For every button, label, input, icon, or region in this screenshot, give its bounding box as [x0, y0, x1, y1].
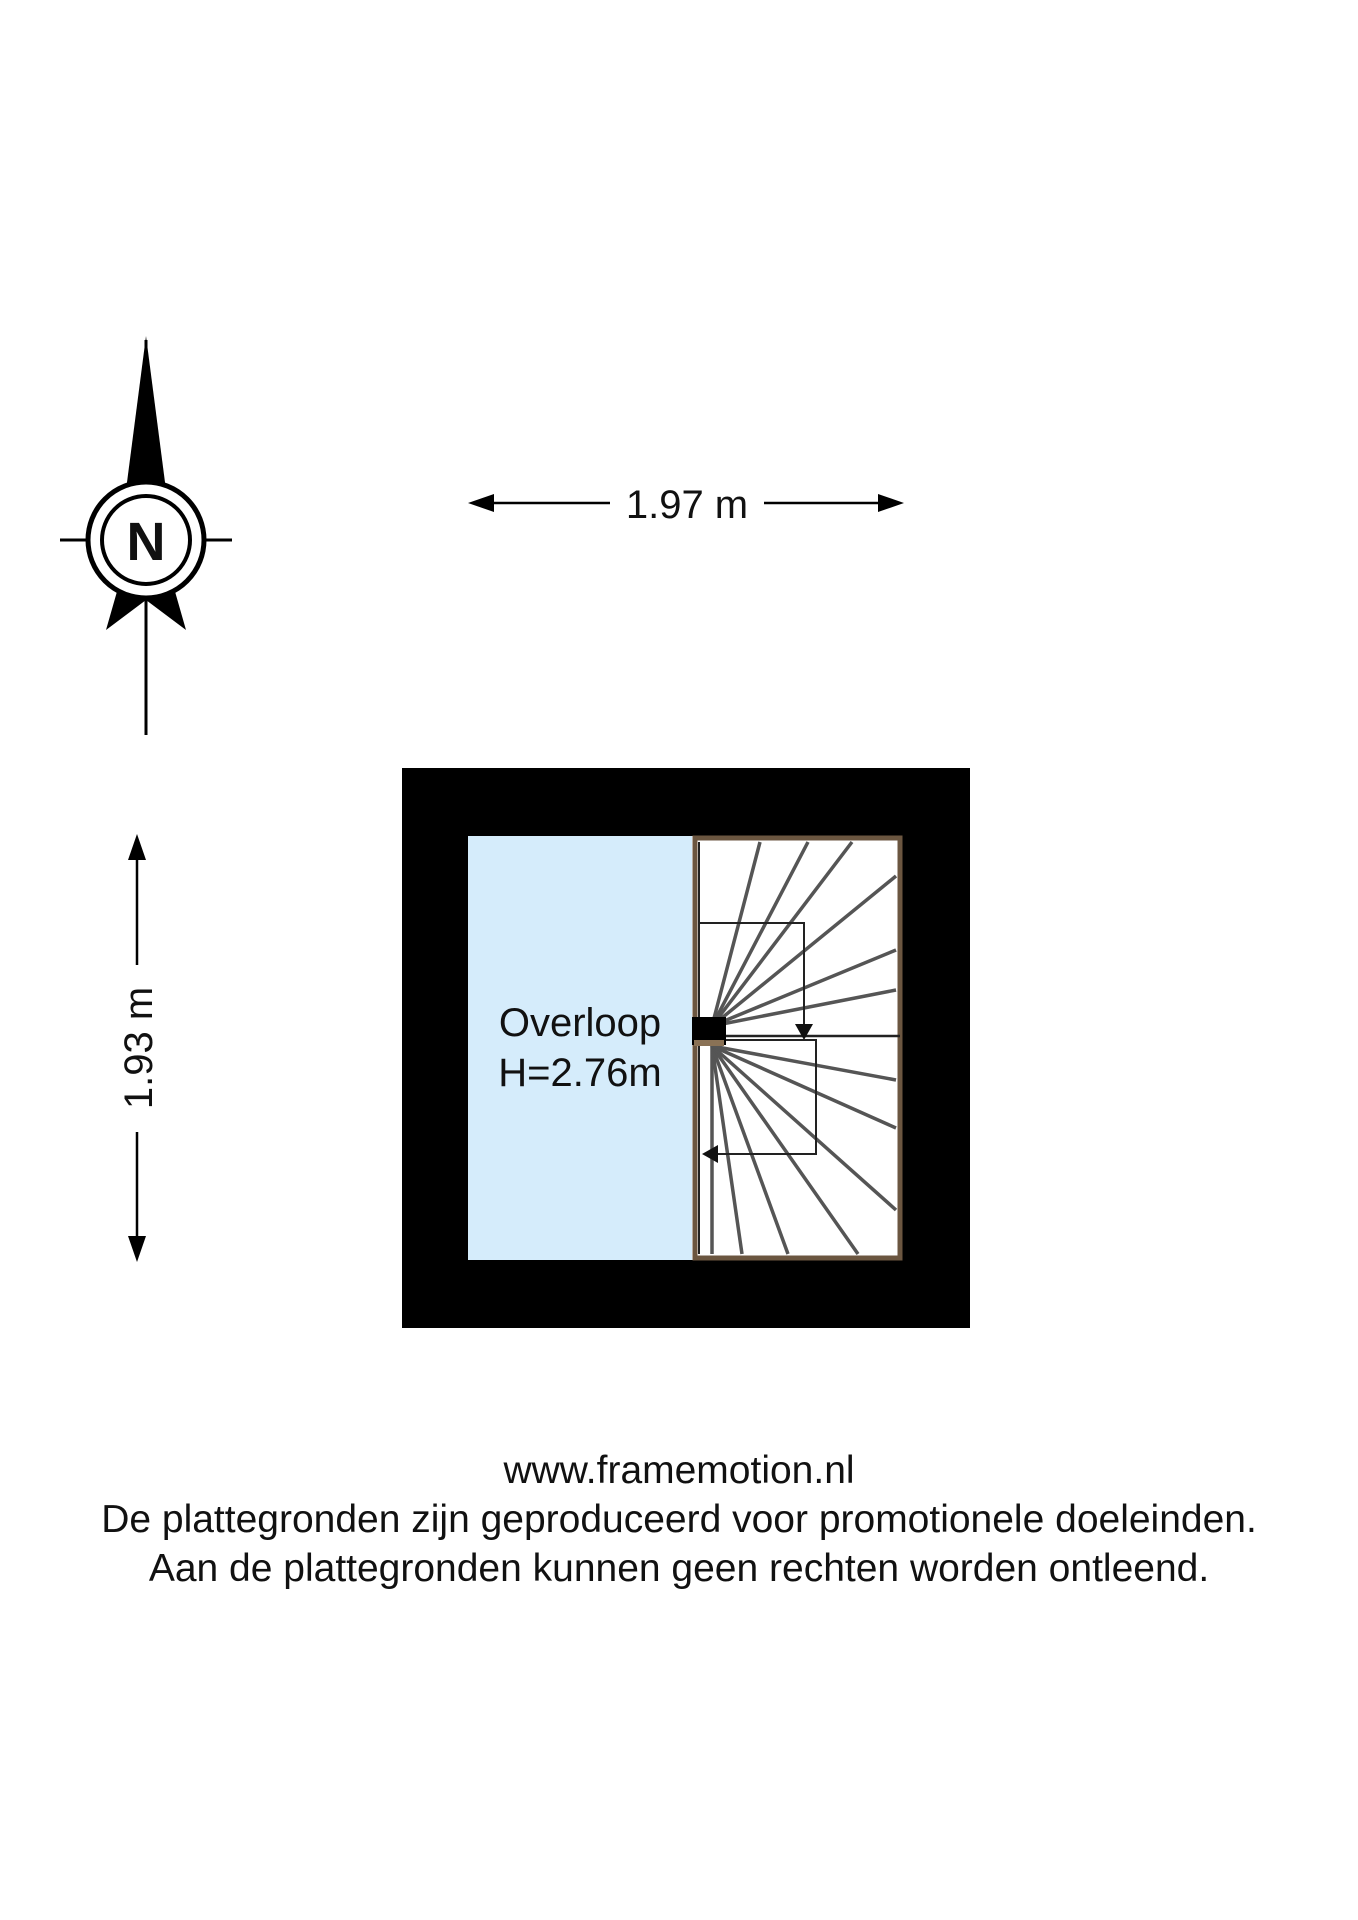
- compass-north-needle: [126, 336, 166, 490]
- height-dimension-label: 1.93 m: [117, 986, 161, 1110]
- website-link[interactable]: www.framemotion.nl: [503, 1449, 855, 1492]
- room-overloop: [468, 836, 692, 1260]
- stair-newel-post-cap: [694, 1040, 724, 1046]
- height-arrow-bottom: [128, 1236, 146, 1262]
- disclaimer-line-1: De plattegronden zijn geproduceerd voor promotionele doeleinden.: [101, 1498, 1257, 1541]
- compass-north-label: N: [126, 512, 166, 572]
- floor-plan: [402, 768, 970, 1328]
- height-arrow-top: [128, 834, 146, 860]
- disclaimer-line-2: Aan de plattegronden kunnen geen rechten worden ontleend.: [148, 1547, 1210, 1590]
- footer: [0, 1446, 1358, 1593]
- width-arrow-right: [878, 494, 904, 512]
- height-dimension: [117, 834, 161, 1262]
- width-dimension-label: 1.97 m: [625, 483, 749, 527]
- width-arrow-left: [468, 494, 494, 512]
- room-name-label: Overloop: [498, 1001, 662, 1045]
- compass-rose: [60, 336, 232, 735]
- width-dimension: [468, 483, 904, 527]
- room-height-label: H=2.76m: [498, 1051, 662, 1095]
